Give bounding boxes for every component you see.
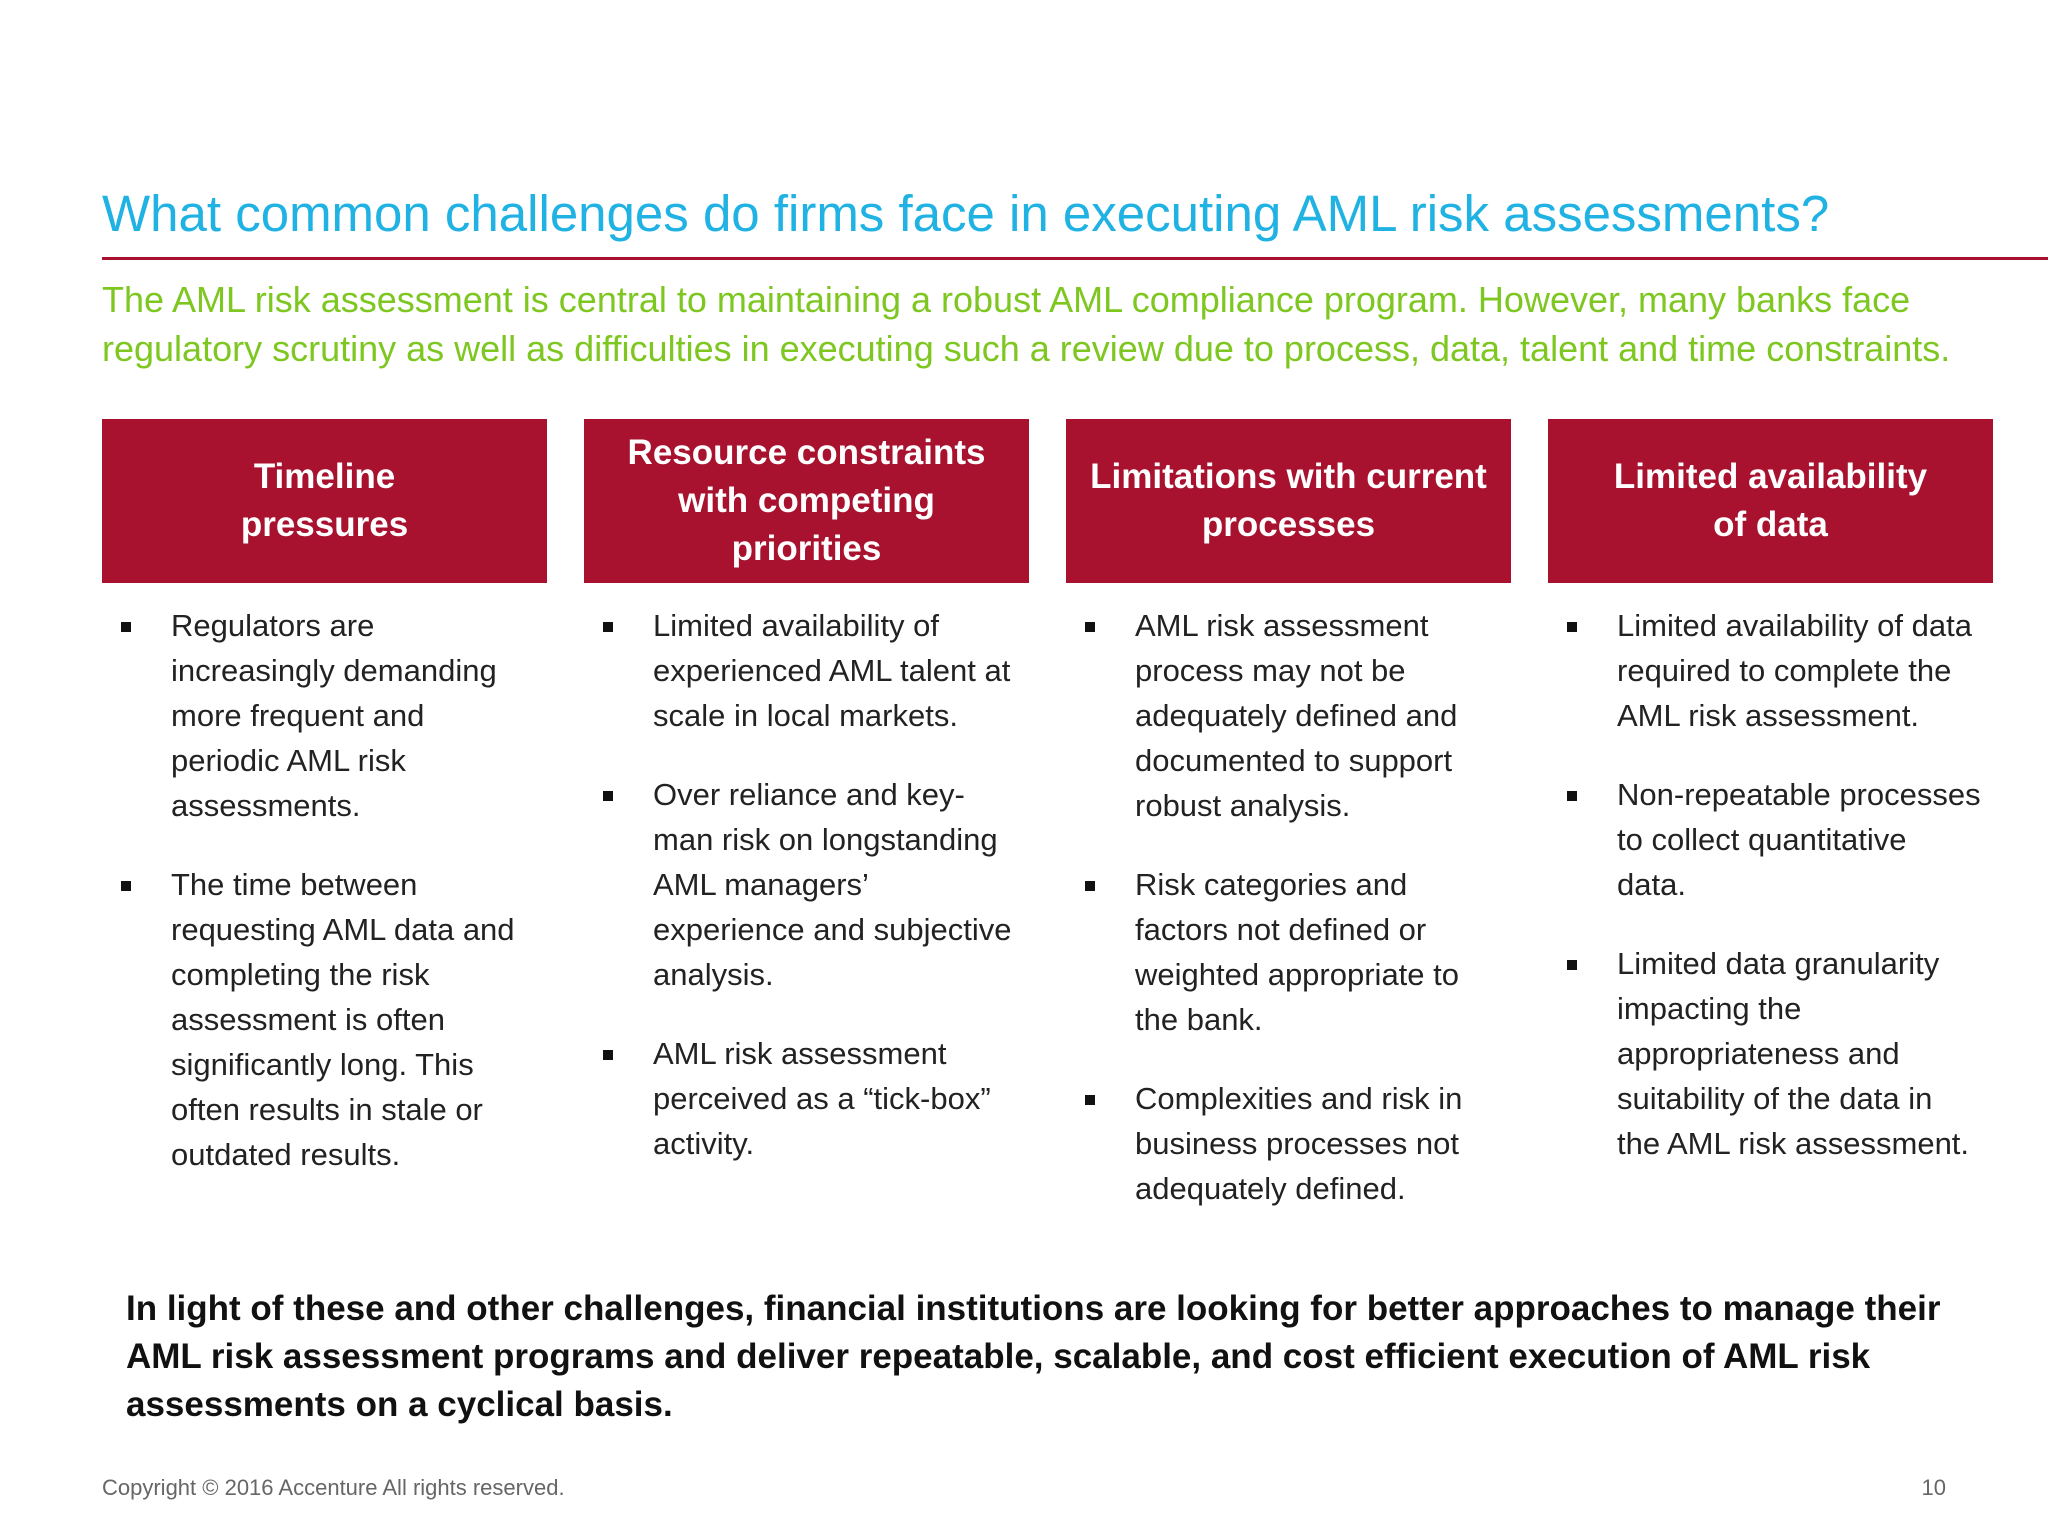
square-bullet-icon [1567,960,1577,970]
column-header-line: with competing [678,481,935,520]
bullet-text: AML risk assessment process may not be adequately defined and documented to support robust analysis. [1135,608,1458,823]
bullet-text: Limited availability of data required to complete the AML risk assessment. [1617,608,1972,733]
challenge-column-timeline [102,419,547,1211]
challenge-column-processes [1066,419,1511,1245]
column-header-line: of data [1713,505,1828,544]
bullet-item [1066,603,1511,828]
page-title: What common challenges do firms face in executing AML risk assessments? [102,185,1830,242]
square-bullet-icon [121,622,131,632]
square-bullet-icon [1085,1095,1095,1105]
bullet-text: Regulators are increasingly demanding more frequent and periodic AML risk assessments. [171,608,497,823]
bullet-text: Over reliance and key-man risk on longstanding AML managers’ experience and subjective analysis. [653,777,1012,992]
column-header [1548,419,1993,583]
bullet-text: Risk categories and factors not defined or weighted appropriate to the bank. [1135,867,1460,1037]
bullet-list [1548,603,1993,1166]
column-header-line: processes [1201,505,1376,544]
title-divider [102,257,2048,260]
bullet-item [584,772,1029,997]
bullet-text: Limited availability of experienced AML talent at scale in local markets. [653,608,1011,733]
square-bullet-icon [1567,622,1577,632]
bullet-item [584,1031,1029,1166]
column-header-line: Timeline [253,457,396,496]
bullet-list [102,603,547,1177]
bullet-item [102,862,547,1177]
column-header-line: Limited availability [1613,457,1928,496]
challenge-column-resources [584,419,1029,1200]
bullet-text: Limited data granularity impacting the appropriateness and suitability of the data in the AML risk assessment. [1617,946,1970,1161]
column-header [1066,419,1511,583]
bullet-item [1548,772,1993,907]
column-header-line: Resource constraints [627,433,986,472]
bullet-list [584,603,1029,1166]
bullet-item [1066,1076,1511,1211]
square-bullet-icon [1567,791,1577,801]
square-bullet-icon [603,622,613,632]
copyright-notice: Copyright © 2016 Accenture All rights reserved. [102,1475,565,1500]
bullet-list [1066,603,1511,1211]
page-number: 10 [1921,1475,1946,1500]
column-header-line: pressures [240,505,409,544]
square-bullet-icon [121,881,131,891]
column-header [102,419,547,583]
square-bullet-icon [1085,881,1095,891]
bullet-item [1548,603,1993,738]
conclusion-text: In light of these and other challenges, financial institutions are looking for better approaches to manage their AML risk assessment programs and deliver repeatable, scalable, and cost efficient execution of AML risk assessments on a cyclical basis. [126,1289,1941,1424]
column-header-line: Limitations with current [1090,457,1487,496]
page-subtitle: The AML risk assessment is central to maintaining a robust AML compliance program. However, many banks face regulatory scrutiny as well as difficulties in executing such a review due to process, data, talent and time constraints. [102,279,1951,369]
square-bullet-icon [603,791,613,801]
bullet-text: Complexities and risk in business processes not adequately defined. [1135,1081,1463,1206]
bullet-item [584,603,1029,738]
square-bullet-icon [603,1050,613,1060]
bullet-item [1066,862,1511,1042]
square-bullet-icon [1085,622,1095,632]
challenge-column-data [1548,419,1993,1200]
column-header-line: priorities [731,529,882,568]
column-header [584,419,1029,583]
bullet-text: The time between requesting AML data and completing the risk assessment is often significantly long. This often results in stale or outdated results. [171,867,515,1172]
bullet-text: Non-repeatable processes to collect quantitative data. [1617,777,1981,902]
bullet-text: AML risk assessment perceived as a “tick-box” activity. [653,1036,991,1161]
bullet-item [1548,941,1993,1166]
bullet-item [102,603,547,828]
